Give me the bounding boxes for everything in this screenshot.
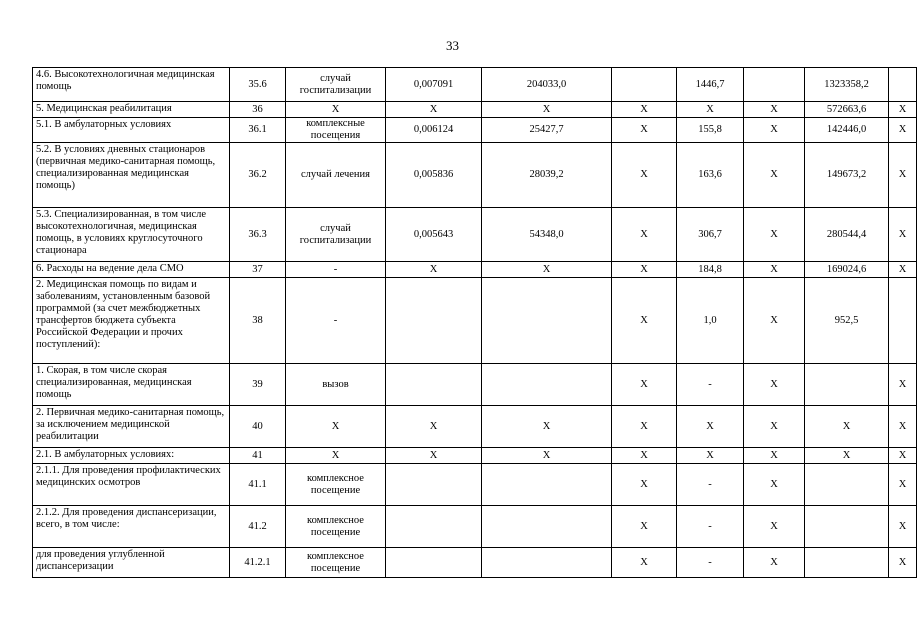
col-3 bbox=[386, 464, 482, 506]
col-4 bbox=[482, 278, 612, 364]
col-8: 142446,0 bbox=[805, 118, 889, 143]
col-7: Х bbox=[744, 208, 805, 262]
col-5: Х bbox=[612, 406, 677, 448]
unit-of-measure: комплексное посещение bbox=[286, 548, 386, 578]
col-3 bbox=[386, 364, 482, 406]
col-7: Х bbox=[744, 548, 805, 578]
line-number: 36 bbox=[230, 102, 286, 118]
col-6: 184,8 bbox=[677, 262, 744, 278]
col-3: 0,006124 bbox=[386, 118, 482, 143]
row-label: 2.1.1. Для проведения профилактических медицинских осмотров bbox=[33, 464, 230, 506]
col-8: 149673,2 bbox=[805, 143, 889, 208]
table-body bbox=[33, 68, 917, 578]
col-6: Х bbox=[677, 406, 744, 448]
col-7: Х bbox=[744, 448, 805, 464]
unit-of-measure: Х bbox=[286, 102, 386, 118]
col-5: Х bbox=[612, 464, 677, 506]
col-8 bbox=[805, 364, 889, 406]
col-9 bbox=[889, 68, 917, 102]
col-6: Х bbox=[677, 448, 744, 464]
col-6: Х bbox=[677, 102, 744, 118]
page-number: 33 bbox=[446, 38, 459, 53]
row-label: 5.1. В амбулаторных условиях bbox=[33, 118, 230, 143]
col-8: 169024,6 bbox=[805, 262, 889, 278]
table-row bbox=[33, 448, 917, 464]
col-4 bbox=[482, 506, 612, 548]
col-3: Х bbox=[386, 262, 482, 278]
unit-of-measure: случай госпитализации bbox=[286, 208, 386, 262]
line-number: 37 bbox=[230, 262, 286, 278]
col-9: Х bbox=[889, 548, 917, 578]
col-6: 155,8 bbox=[677, 118, 744, 143]
line-number: 36.1 bbox=[230, 118, 286, 143]
col-9: Х bbox=[889, 262, 917, 278]
col-8 bbox=[805, 506, 889, 548]
col-9: Х bbox=[889, 102, 917, 118]
table-row bbox=[33, 143, 917, 208]
col-5: Х bbox=[612, 102, 677, 118]
col-3: Х bbox=[386, 406, 482, 448]
col-4: 54348,0 bbox=[482, 208, 612, 262]
row-label: 4.6. Высокотехнологичная медицинская помощь bbox=[33, 68, 230, 102]
col-6: 1446,7 bbox=[677, 68, 744, 102]
col-4: 204033,0 bbox=[482, 68, 612, 102]
col-6: - bbox=[677, 506, 744, 548]
col-5: Х bbox=[612, 118, 677, 143]
col-9 bbox=[889, 278, 917, 364]
col-4: Х bbox=[482, 406, 612, 448]
table-row bbox=[33, 464, 917, 506]
col-4 bbox=[482, 548, 612, 578]
col-6: 1,0 bbox=[677, 278, 744, 364]
col-8: Х bbox=[805, 406, 889, 448]
row-label: 2. Медицинская помощь по видам и заболеваниям, установленным базовой программой (за счет межбюджетных трансфертов бюджета субъекта Российской Федерации и прочих поступлений): bbox=[33, 278, 230, 364]
col-6: 306,7 bbox=[677, 208, 744, 262]
col-4: 28039,2 bbox=[482, 143, 612, 208]
col-5: Х bbox=[612, 364, 677, 406]
col-5: Х bbox=[612, 208, 677, 262]
col-7: Х bbox=[744, 143, 805, 208]
table-row bbox=[33, 118, 917, 143]
col-9: Х bbox=[889, 406, 917, 448]
col-4 bbox=[482, 464, 612, 506]
row-label: 2.1.2. Для проведения диспансеризации, всего, в том числе: bbox=[33, 506, 230, 548]
line-number: 38 bbox=[230, 278, 286, 364]
col-3 bbox=[386, 278, 482, 364]
row-label: 2.1. В амбулаторных условиях: bbox=[33, 448, 230, 464]
col-5: Х bbox=[612, 143, 677, 208]
line-number: 35.6 bbox=[230, 68, 286, 102]
line-number: 36.3 bbox=[230, 208, 286, 262]
unit-of-measure: - bbox=[286, 278, 386, 364]
col-5: Х bbox=[612, 506, 677, 548]
line-number: 40 bbox=[230, 406, 286, 448]
unit-of-measure: - bbox=[286, 262, 386, 278]
col-7: Х bbox=[744, 118, 805, 143]
col-8 bbox=[805, 548, 889, 578]
table-row bbox=[33, 208, 917, 262]
col-5: Х bbox=[612, 548, 677, 578]
table-row bbox=[33, 364, 917, 406]
line-number: 41.1 bbox=[230, 464, 286, 506]
col-3: Х bbox=[386, 102, 482, 118]
col-8: 1323358,2 bbox=[805, 68, 889, 102]
col-6: 163,6 bbox=[677, 143, 744, 208]
col-7: Х bbox=[744, 506, 805, 548]
col-7: Х bbox=[744, 464, 805, 506]
unit-of-measure: случай лечения bbox=[286, 143, 386, 208]
data-table bbox=[32, 67, 917, 578]
col-9: Х bbox=[889, 506, 917, 548]
col-7: Х bbox=[744, 102, 805, 118]
col-5: Х bbox=[612, 278, 677, 364]
row-label: 6. Расходы на ведение дела СМО bbox=[33, 262, 230, 278]
row-label: 1. Скорая, в том числе скорая специализированная, медицинская помощь bbox=[33, 364, 230, 406]
row-label: 5.3. Специализированная, в том числе высокотехнологичная, медицинская помощь, в условиях круглосуточного стационара bbox=[33, 208, 230, 262]
col-3 bbox=[386, 506, 482, 548]
unit-of-measure: комплексное посещение bbox=[286, 464, 386, 506]
col-5: Х bbox=[612, 262, 677, 278]
col-6: - bbox=[677, 548, 744, 578]
col-4: Х bbox=[482, 102, 612, 118]
row-label: 5.2. В условиях дневных стационаров (первичная медико-санитарная помощь, специализированная медицинская помощь) bbox=[33, 143, 230, 208]
col-3: 0,005836 bbox=[386, 143, 482, 208]
col-8: 572663,6 bbox=[805, 102, 889, 118]
table-row bbox=[33, 548, 917, 578]
table-row bbox=[33, 406, 917, 448]
row-label: 5. Медицинская реабилитация bbox=[33, 102, 230, 118]
col-3: 0,005643 bbox=[386, 208, 482, 262]
col-8: 280544,4 bbox=[805, 208, 889, 262]
col-3: 0,007091 bbox=[386, 68, 482, 102]
line-number: 41 bbox=[230, 448, 286, 464]
unit-of-measure: комплексные посещения bbox=[286, 118, 386, 143]
col-9: Х bbox=[889, 208, 917, 262]
col-3 bbox=[386, 548, 482, 578]
col-7: Х bbox=[744, 262, 805, 278]
col-5: Х bbox=[612, 448, 677, 464]
col-8: Х bbox=[805, 448, 889, 464]
table-row bbox=[33, 262, 917, 278]
col-4: Х bbox=[482, 448, 612, 464]
unit-of-measure: случай госпитализации bbox=[286, 68, 386, 102]
table-row bbox=[33, 506, 917, 548]
col-4: 25427,7 bbox=[482, 118, 612, 143]
table-row bbox=[33, 68, 917, 102]
col-7: Х bbox=[744, 278, 805, 364]
col-9: Х bbox=[889, 464, 917, 506]
col-6: - bbox=[677, 464, 744, 506]
unit-of-measure: вызов bbox=[286, 364, 386, 406]
unit-of-measure: комплексное посещение bbox=[286, 506, 386, 548]
col-8 bbox=[805, 464, 889, 506]
col-7 bbox=[744, 68, 805, 102]
col-4: Х bbox=[482, 262, 612, 278]
col-8: 952,5 bbox=[805, 278, 889, 364]
col-7: Х bbox=[744, 364, 805, 406]
col-5 bbox=[612, 68, 677, 102]
col-9: Х bbox=[889, 118, 917, 143]
line-number: 41.2 bbox=[230, 506, 286, 548]
table-row bbox=[33, 278, 917, 364]
row-label: 2. Первичная медико-санитарная помощь, за исключением медицинской реабилитации bbox=[33, 406, 230, 448]
col-4 bbox=[482, 364, 612, 406]
col-9: Х bbox=[889, 448, 917, 464]
row-label: для проведения углубленной диспансеризации bbox=[33, 548, 230, 578]
unit-of-measure: Х bbox=[286, 448, 386, 464]
col-6: - bbox=[677, 364, 744, 406]
line-number: 39 bbox=[230, 364, 286, 406]
line-number: 36.2 bbox=[230, 143, 286, 208]
table-row bbox=[33, 102, 917, 118]
unit-of-measure: Х bbox=[286, 406, 386, 448]
col-9: Х bbox=[889, 364, 917, 406]
line-number: 41.2.1 bbox=[230, 548, 286, 578]
col-3: Х bbox=[386, 448, 482, 464]
col-9: Х bbox=[889, 143, 917, 208]
col-7: Х bbox=[744, 406, 805, 448]
